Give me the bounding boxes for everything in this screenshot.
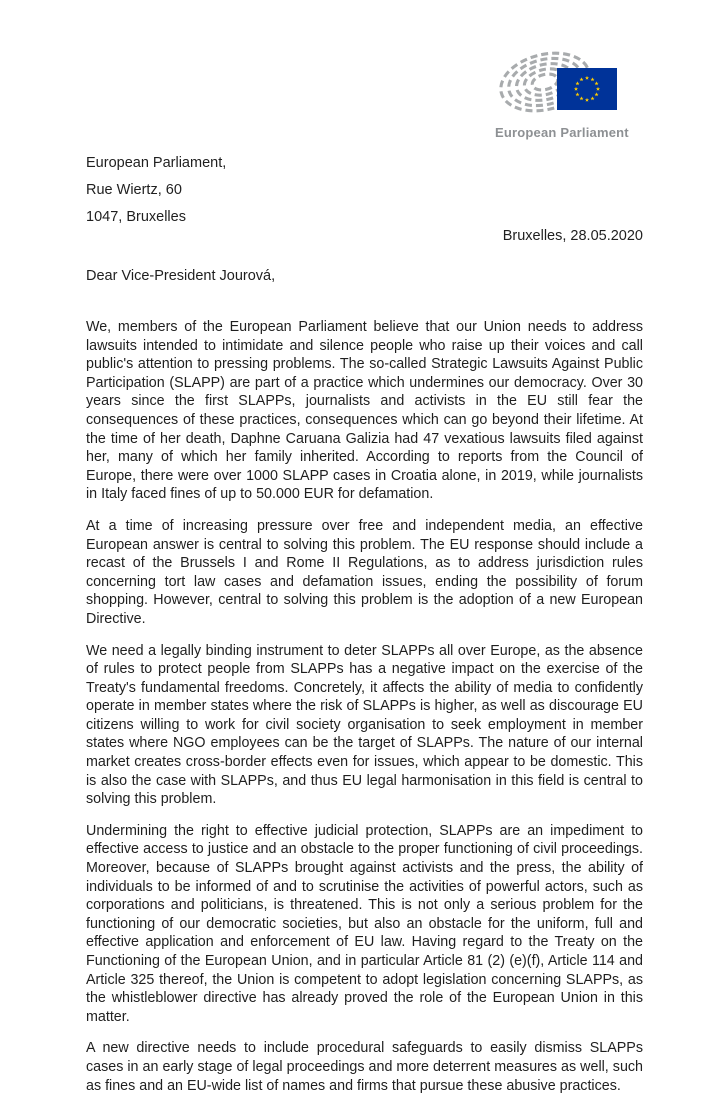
sender-address-line: 1047, Bruxelles [86, 209, 186, 225]
european-parliament-logo [495, 42, 629, 140]
sender-address-line: European Parliament, [86, 155, 227, 171]
paragraph: A new directive needs to include procedural safeguards to easily dismiss SLAPPs cases in an early stage of legal proceedings and more deterrent measures as well, such as fines and an EU-wide list of names and firms that pursue these abusive practices. [86, 1040, 643, 1094]
logo-caption: European Parliament [495, 125, 629, 140]
paragraph: We, members of the European Parliament believe that our Union needs to address lawsuits intended to intimidate and silence people who raise up their voices and call public's attention to pressing problems. The so-called Strategic Lawsuits Against Public Participation (SLAPP) are part of a practice which undermines our democracy. Over 30 years since the first SLAPPs, journalists and activists in the EU still fear the consequences of these practices, consequences which can go beyond their lifetime. At the time of her death, Daphne Caruana Galizia had 47 vexatious lawsuits filed against her, many of which her family inherited. According to reports from the Council of Europe, there were over 1000 SLAPP cases in Croatia alone, in 2019, while journalists in Italy faced fines of up to 50.000 EUR for defamation. [86, 319, 643, 503]
sender-address-line: Rue Wiertz, 60 [86, 182, 182, 198]
letter-body [86, 318, 643, 1108]
hemicycle-eu-flag-icon [495, 42, 625, 118]
salutation: Dear Vice-President Jourová, [86, 268, 276, 284]
paragraph: We need a legally binding instrument to deter SLAPPs all over Europe, as the absence of rules to protect people from SLAPPs has a negative impact on the exercise of the Treaty's fundamental freedoms. Concretely, it affects the ability of media to confidently operate in member states where the risk of SLAPPs is higher, as well as discourage EU citizens willing to work for civil society organisation to seek employment in member states where NGO employees can be the target of SLAPPs. The nature of our internal market creates cross-border effects even for issues, which appear to be domestic. This is also the case with SLAPPs, and thus EU legal harmonisation in this field is central to solving this problem. [86, 642, 643, 808]
eu-flag [557, 68, 617, 110]
dateline: Bruxelles, 28.05.2020 [502, 228, 643, 244]
paragraph: Undermining the right to effective judicial protection, SLAPPs are an impediment to effective access to justice and an obstacle to the proper functioning of civil proceedings. Moreover, because of SLAPPs brought against activists and the press, the ability of individuals to be informed of and to scrutinise the activities of powerful actors, such as corporations and politicians, is threatened. This is not only a serious problem for the functioning of our democratic societies, but also an obstacle for the uniform, full and effective application and enforcement of EU law. Having regard to the Treaty on the Functioning of the European Union, and in particular Article 81 (2) (e)(f), Article 114 and Article 325 thereof, the Union is competent to adopt legislation concerning SLAPPs, as the whistleblower directive has already proved the role of the European Union in this matter. [86, 822, 643, 1025]
sender-address [86, 150, 226, 231]
paragraph: At a time of increasing pressure over free and independent media, an effective European answer is central to solving this problem. The EU response should include a recast of the Brussels I and Rome II Regulations, as to address jurisdiction rules concerning tort law cases and defamation issues, ending the possibility of forum shopping. However, central to solving this problem is the adoption of a new European Directive. [86, 517, 643, 627]
